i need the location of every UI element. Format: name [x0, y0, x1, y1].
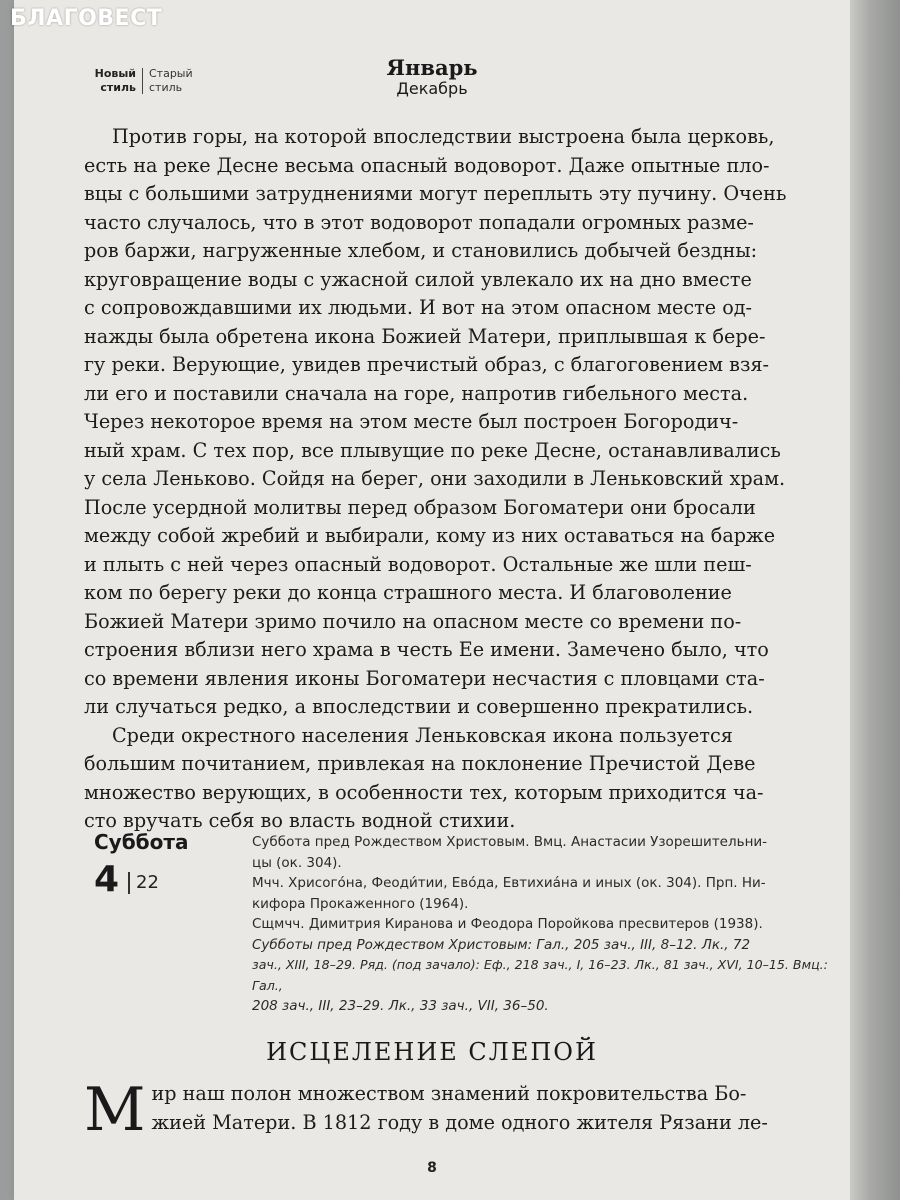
feast-line: цы (ок. 304).: [252, 854, 342, 871]
body-line: ли его и поставили сначала на горе, напротив гибельного места.: [84, 381, 749, 405]
section-title: ИСЦЕЛЕНИЕ СЛЕПОЙ: [266, 1038, 598, 1066]
weekday-label: Суббота: [94, 830, 189, 854]
body-line: ный храм. С тех пор, все плывущие по реке Десне, останавливались: [84, 438, 781, 462]
page-header: [14, 55, 850, 105]
month-old-style: Декабрь: [396, 79, 468, 98]
old-style-label: Старый стиль: [149, 67, 193, 94]
body-line: строения вблизи него храма в честь Ее имени. Замечено было, что: [84, 638, 769, 661]
feast-line: Суббота пред Рождеством Христовым. Вмц. Анастасии Узорешительни-: [252, 834, 768, 850]
body-line: ком по берегу реки до конца страшного места. И благоволение: [84, 581, 732, 604]
main-text: [84, 123, 828, 836]
body-line: ли случаться редко, а впоследствии и совершенно прекратились.: [84, 695, 754, 718]
body-line: Против горы, на которой впоследствии выстроена была церковь,: [112, 125, 775, 148]
body-line: часто случалось, что в этот водоворот попадали огромных разме-: [84, 210, 754, 234]
body-line: и плыть с ней через опасный водоворот. Остальные же шли пеш-: [84, 552, 752, 576]
watermark-logo: БЛАГОВЕСТ: [10, 6, 163, 31]
body-line: множество верующих, в особенности тех, которым приходится ча-: [84, 780, 764, 804]
body-line: Через некоторое время на этом месте был построен Богородич-: [84, 410, 739, 433]
body-line: После усердной молитвы перед образом Богоматери они бросали: [84, 495, 756, 519]
body-line: Среди окрестного населения Леньковская икона пользуется: [112, 723, 733, 747]
month-title: Январь: [386, 55, 478, 80]
day-divider: [128, 872, 130, 894]
feast-line: Сщмчч. Димитрия Киранова и Феодора Поройкова пресвитеров (1938).: [252, 916, 763, 932]
body-line: ров баржи, нагруженные хлебом, и становились добычей бездны:: [84, 239, 758, 262]
new-style-label: Новый стиль: [94, 67, 136, 94]
day-entry: [84, 830, 830, 1014]
body-line: между собой жребий и выбирали, кому из них оставаться на барже: [84, 524, 776, 547]
body-line: вцы с большими затруднениями могут переплыть эту пучину. Очень: [84, 182, 787, 205]
body-line: большим почитанием, привлекая на поклонение Пречистой Деве: [84, 752, 756, 775]
reading-line: Субботы пред Рождеством Христовым: Гал., 205 зач., III, 8–12. Лк., 72: [252, 936, 751, 953]
body-line: сто вручать себя во власть водной стихии.: [84, 809, 516, 832]
feast-line: Мчч. Хрисого́на, Феоди́тии, Ево́да, Евтихиа́на и иных (ок. 304). Прп. Ни-: [252, 875, 766, 891]
book-page: [14, 0, 850, 1200]
body-line: у села Леньково. Сойдя на берег, они заходили в Леньковский храм.: [84, 467, 786, 490]
body-line: с сопровождавшими их людьми. И вот на этом опасном месте од-: [84, 296, 753, 319]
body-line: со времени явления иконы Богоматери несчастия с пловцами ста-: [84, 666, 765, 690]
day-number: 4: [94, 859, 120, 900]
body-line: круговращение воды с ужасной силой увлекало их на дно вместе: [84, 267, 752, 291]
next-page-edge: [850, 0, 900, 1200]
body-line: есть на реке Десне весьма опасный водоворот. Даже опытные пло-: [84, 153, 770, 177]
body-line: Божией Матери зримо почило на опасном месте со времени по-: [84, 609, 742, 633]
day-old-number: 22: [136, 872, 159, 893]
body-line: нажды была обретена икона Божией Матери, приплывшая к бере-: [84, 324, 766, 348]
drop-cap: М: [84, 1075, 146, 1145]
section-text: [84, 1075, 828, 1145]
feast-line: кифора Прокаженного (1964).: [252, 895, 469, 912]
body-line: гу реки. Верующие, увидев пречистый образ, с благоговением взя-: [84, 353, 770, 376]
body-line: ир наш полон множеством знамений покровительства Бо-: [151, 1082, 747, 1105]
body-line: жией Матери. В 1812 году в доме одного жителя Рязани ле-: [151, 1110, 768, 1134]
reading-line: зач., XIII, 18–29. Ряд. (под зачало): Еф., 218 зач., I, 16–23. Лк., 81 зач., XVI, 10–15. Вмц.: Гал.,: [252, 957, 828, 993]
reading-line: 208 зач., III, 23–29. Лк., 33 зач., VII, 36–50.: [252, 998, 549, 1014]
page-number: 8: [427, 1160, 437, 1176]
feast-list: [252, 832, 832, 1017]
